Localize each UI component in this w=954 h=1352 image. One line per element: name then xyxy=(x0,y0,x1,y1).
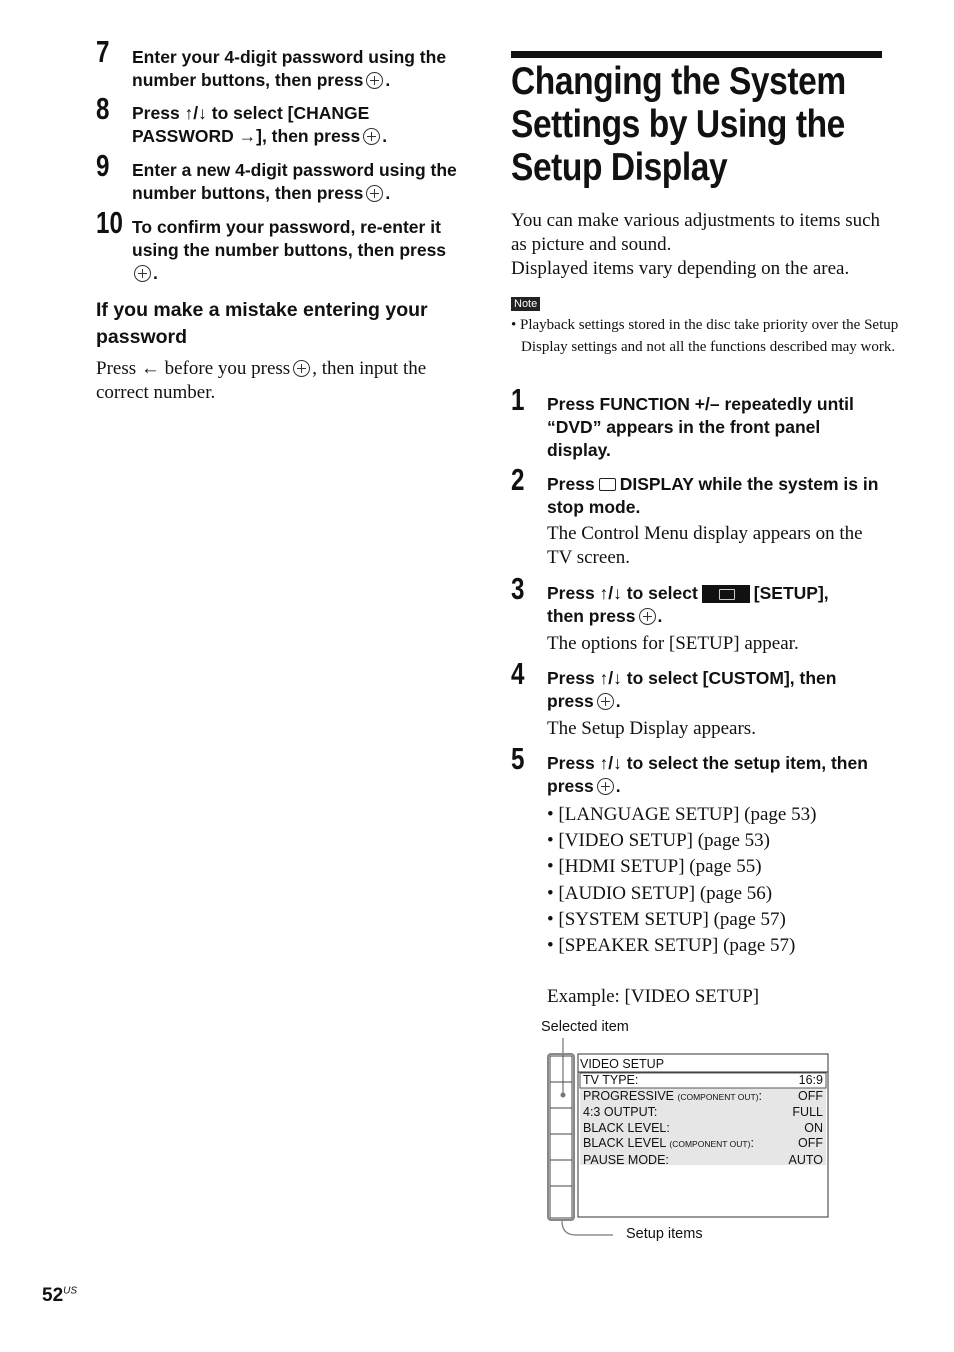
osd-row-label: PROGRESSIVE xyxy=(583,1088,678,1103)
enter-icon xyxy=(293,360,310,377)
selected-item-label: Selected item xyxy=(541,1019,629,1035)
osd-row-black-level xyxy=(579,1121,827,1137)
step-9-number: 9 xyxy=(96,148,110,183)
intro-line-1: You can make various adjustments to items such as picture and sound. xyxy=(511,210,881,255)
title-line-3: Setup Display xyxy=(511,146,728,189)
osd-row-value: OFF xyxy=(798,1136,823,1150)
step-2-text xyxy=(547,473,887,519)
setup-toolbox-icon xyxy=(702,585,750,603)
osd-header: VIDEO SETUP xyxy=(580,1057,665,1071)
step-9-text: Enter a new 4-digit password using the number buttons, then press . xyxy=(132,160,457,203)
setup-item-list xyxy=(547,802,887,959)
page-number-value: 52 xyxy=(42,1285,64,1306)
osd-row-pause-mode xyxy=(579,1153,827,1169)
enter-icon xyxy=(134,265,151,282)
example-caption: Example: [VIDEO SETUP] xyxy=(547,986,760,1007)
step-9-label: Enter a new 4-digit password using the number buttons, then press xyxy=(132,160,457,203)
osd-row-value: ON xyxy=(804,1120,823,1135)
step-8-number: 8 xyxy=(96,91,110,126)
osd-row-value: FULL xyxy=(792,1105,823,1119)
list-item: • [VIDEO SETUP] (page 53) xyxy=(547,830,770,852)
intro-paragraph xyxy=(511,209,891,281)
step-7-text: Enter your 4-digit password using the number buttons, then press . xyxy=(132,47,447,90)
enter-icon xyxy=(597,778,614,795)
step-4-body: The Setup Display appears. xyxy=(547,718,756,739)
step-2-number: 2 xyxy=(511,462,525,497)
step-10-number: 10 xyxy=(96,205,123,240)
step-2-body: The Control Menu display appears on the TV screen. xyxy=(547,523,863,568)
step-3-body: The options for [SETUP] appear. xyxy=(547,633,799,654)
osd-row-value: 16:9 xyxy=(798,1073,823,1087)
step-8-label-b: PASSWORD →], then press xyxy=(132,126,361,146)
title-rule xyxy=(511,51,882,58)
list-item: • [AUDIO SETUP] (page 56) xyxy=(547,882,773,904)
step-5-label-a: Press ↑/↓ to select the setup item, then xyxy=(547,753,868,773)
page-number-suffix: US xyxy=(63,1285,78,1297)
step-4-number: 4 xyxy=(511,656,525,691)
display-button-icon xyxy=(599,478,616,491)
step-4-label-a: Press ↑/↓ to select [CUSTOM], then xyxy=(547,668,837,688)
osd-row-label: BLACK LEVEL xyxy=(583,1136,670,1150)
step-4-label-b: press xyxy=(547,691,594,711)
step-1-number: 1 xyxy=(511,382,525,417)
note-text: • Playback settings stored in the disc take priority over the Setup Display settings and not all the functions described may work. xyxy=(511,317,899,355)
mistake-text-a: Press ← before you press xyxy=(96,358,291,379)
step-8-text: Press ↑/↓ to select [CHANGE PASSWORD →], then press . xyxy=(132,103,388,146)
setup-items-label: Setup items xyxy=(626,1226,703,1242)
osd-row-label: BLACK LEVEL: xyxy=(583,1120,670,1135)
step-10-label: To confirm your password, re-enter it using the number buttons, then press xyxy=(132,217,447,260)
mistake-heading: If you make a mistake entering your password xyxy=(96,299,428,348)
title-line-2: Settings by Using the xyxy=(511,103,845,146)
enter-icon xyxy=(597,693,614,710)
list-item: • [LANGUAGE SETUP] (page 53) xyxy=(547,804,817,825)
step-3-text: Press ↑/↓ to select [SETUP], then press . xyxy=(547,583,829,626)
list-item: • [SPEAKER SETUP] (page 57) xyxy=(547,935,796,957)
page-title xyxy=(511,60,846,189)
page-number xyxy=(42,1285,77,1307)
step-8-label-a: Press ↑/↓ to select [CHANGE xyxy=(132,103,370,123)
osd-row-sub: (COMPONENT OUT) xyxy=(669,1139,751,1149)
step-10-text: To confirm your password, re-enter it using the number buttons, then press . xyxy=(132,217,447,283)
step-7-label: Enter your 4-digit password using the number buttons, then press xyxy=(132,47,447,90)
enter-icon xyxy=(366,72,383,89)
osd-row-suffix: : xyxy=(758,1088,763,1103)
osd-row-label: TV TYPE: xyxy=(583,1073,639,1087)
osd-row-value: AUTO xyxy=(788,1152,823,1167)
osd-row-value: OFF xyxy=(798,1088,823,1103)
osd-row-tv-type xyxy=(579,1073,827,1089)
list-item: • [SYSTEM SETUP] (page 57) xyxy=(547,908,786,930)
step-3-label-b: [SETUP], xyxy=(753,583,829,603)
step-4-text: Press ↑/↓ to select [CUSTOM], then press . xyxy=(547,668,837,711)
osd-row-label: PAUSE MODE: xyxy=(583,1152,669,1167)
list-item: • [HDMI SETUP] (page 55) xyxy=(547,856,762,878)
mistake-body xyxy=(96,357,466,405)
osd-row-43-output xyxy=(579,1105,827,1121)
step-3-label-a: Press ↑/↓ to select xyxy=(547,583,698,603)
mistake-text-b: , then input the correct number. xyxy=(96,358,427,403)
note-badge: Note xyxy=(511,297,540,311)
osd-row-progressive xyxy=(579,1089,827,1106)
enter-icon xyxy=(366,185,383,202)
enter-icon xyxy=(363,128,380,145)
step-3-number: 3 xyxy=(511,571,525,606)
osd-row-sub: (COMPONENT OUT) xyxy=(677,1091,759,1102)
step-5-text: Press ↑/↓ to select the setup item, then press . xyxy=(547,753,868,796)
title-line-1: Changing the System xyxy=(511,60,846,103)
step-1-text: Press FUNCTION +/– repeatedly until “DVD” appears in the front panel display. xyxy=(547,394,854,460)
step-5-number: 5 xyxy=(511,741,525,776)
osd-row-black-level-component xyxy=(579,1136,827,1153)
enter-icon xyxy=(639,608,656,625)
osd-rows xyxy=(579,1073,827,1168)
step-5-label-b: press xyxy=(547,776,594,796)
intro-line-2: Displayed items vary depending on the area. xyxy=(511,258,850,279)
step-2-label-b: DISPLAY while the system is in stop mode. xyxy=(547,474,879,517)
osd-row-label: 4:3 OUTPUT: xyxy=(583,1105,658,1119)
step-3-label-c: then press xyxy=(547,606,636,626)
osd-row-suffix: : xyxy=(750,1136,754,1150)
step-7-number: 7 xyxy=(96,34,110,69)
step-2-label-a: Press xyxy=(547,474,595,494)
